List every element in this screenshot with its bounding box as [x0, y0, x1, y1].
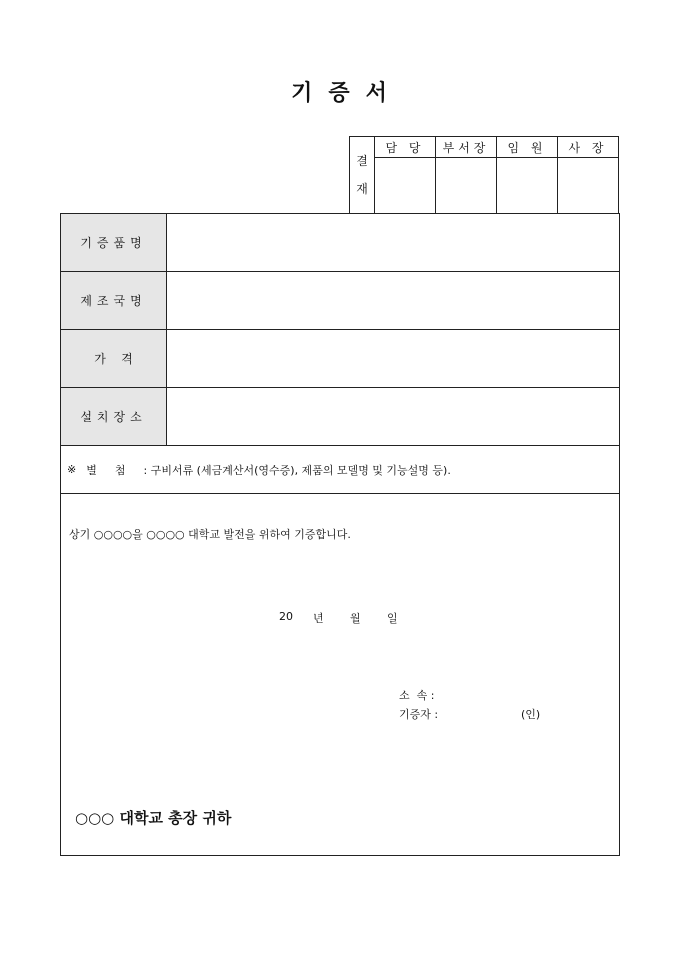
document-title: [0, 76, 680, 107]
approval-signature-cell[interactable]: [375, 158, 436, 214]
title-char: 증: [328, 80, 352, 106]
approval-header: 담 당: [375, 137, 436, 158]
approval-header: 부서장: [436, 137, 497, 158]
field-label: 제조국명: [61, 272, 167, 329]
donation-form: [60, 213, 620, 856]
title-char: 기: [291, 80, 315, 106]
price-field[interactable]: [167, 330, 619, 387]
approval-signature-cell[interactable]: [558, 158, 619, 214]
item-name-field[interactable]: [167, 214, 619, 271]
field-row-price: [61, 330, 619, 388]
year-prefix: 20: [279, 610, 293, 623]
approval-header: 임 원: [497, 137, 558, 158]
year-unit: 년: [313, 612, 324, 625]
location-field[interactable]: [167, 388, 619, 445]
day-unit: 일: [387, 612, 398, 625]
approval-signature-cell[interactable]: [497, 158, 558, 214]
field-label: 기증품명: [61, 214, 167, 271]
recipient-line: ○○○ 대학교 총장 귀하: [75, 809, 232, 827]
affiliation-label: 소 속 :: [399, 689, 435, 702]
approval-side-char: 결: [356, 154, 368, 168]
country-field[interactable]: [167, 272, 619, 329]
approval-box: [349, 136, 619, 214]
approval-side-char: 재: [356, 182, 368, 196]
approval-signature-cell[interactable]: [436, 158, 497, 214]
approval-side-label: [350, 137, 375, 214]
seal-mark: (인): [521, 708, 541, 721]
field-label: 가 격: [61, 330, 167, 387]
attachment-note: [61, 446, 619, 494]
field-label: 설치장소: [61, 388, 167, 445]
month-unit: 월: [350, 612, 361, 625]
field-row-location: [61, 388, 619, 446]
attachment-label: 별첨: [86, 463, 144, 477]
field-row-country: [61, 272, 619, 330]
field-row-item-name: [61, 214, 619, 272]
title-char: 서: [365, 80, 389, 106]
approval-header: 사 장: [558, 137, 619, 158]
donor-label: 기증자 :: [399, 708, 439, 721]
donation-statement: 상기 ○○○○을 ○○○○ 대학교 발전을 위하여 기증합니다.: [69, 528, 351, 541]
attachment-text: : 구비서류 (세금계산서(영수증), 제품의 모델명 및 기능설명 등).: [143, 463, 451, 477]
reference-mark: ※: [67, 463, 77, 476]
